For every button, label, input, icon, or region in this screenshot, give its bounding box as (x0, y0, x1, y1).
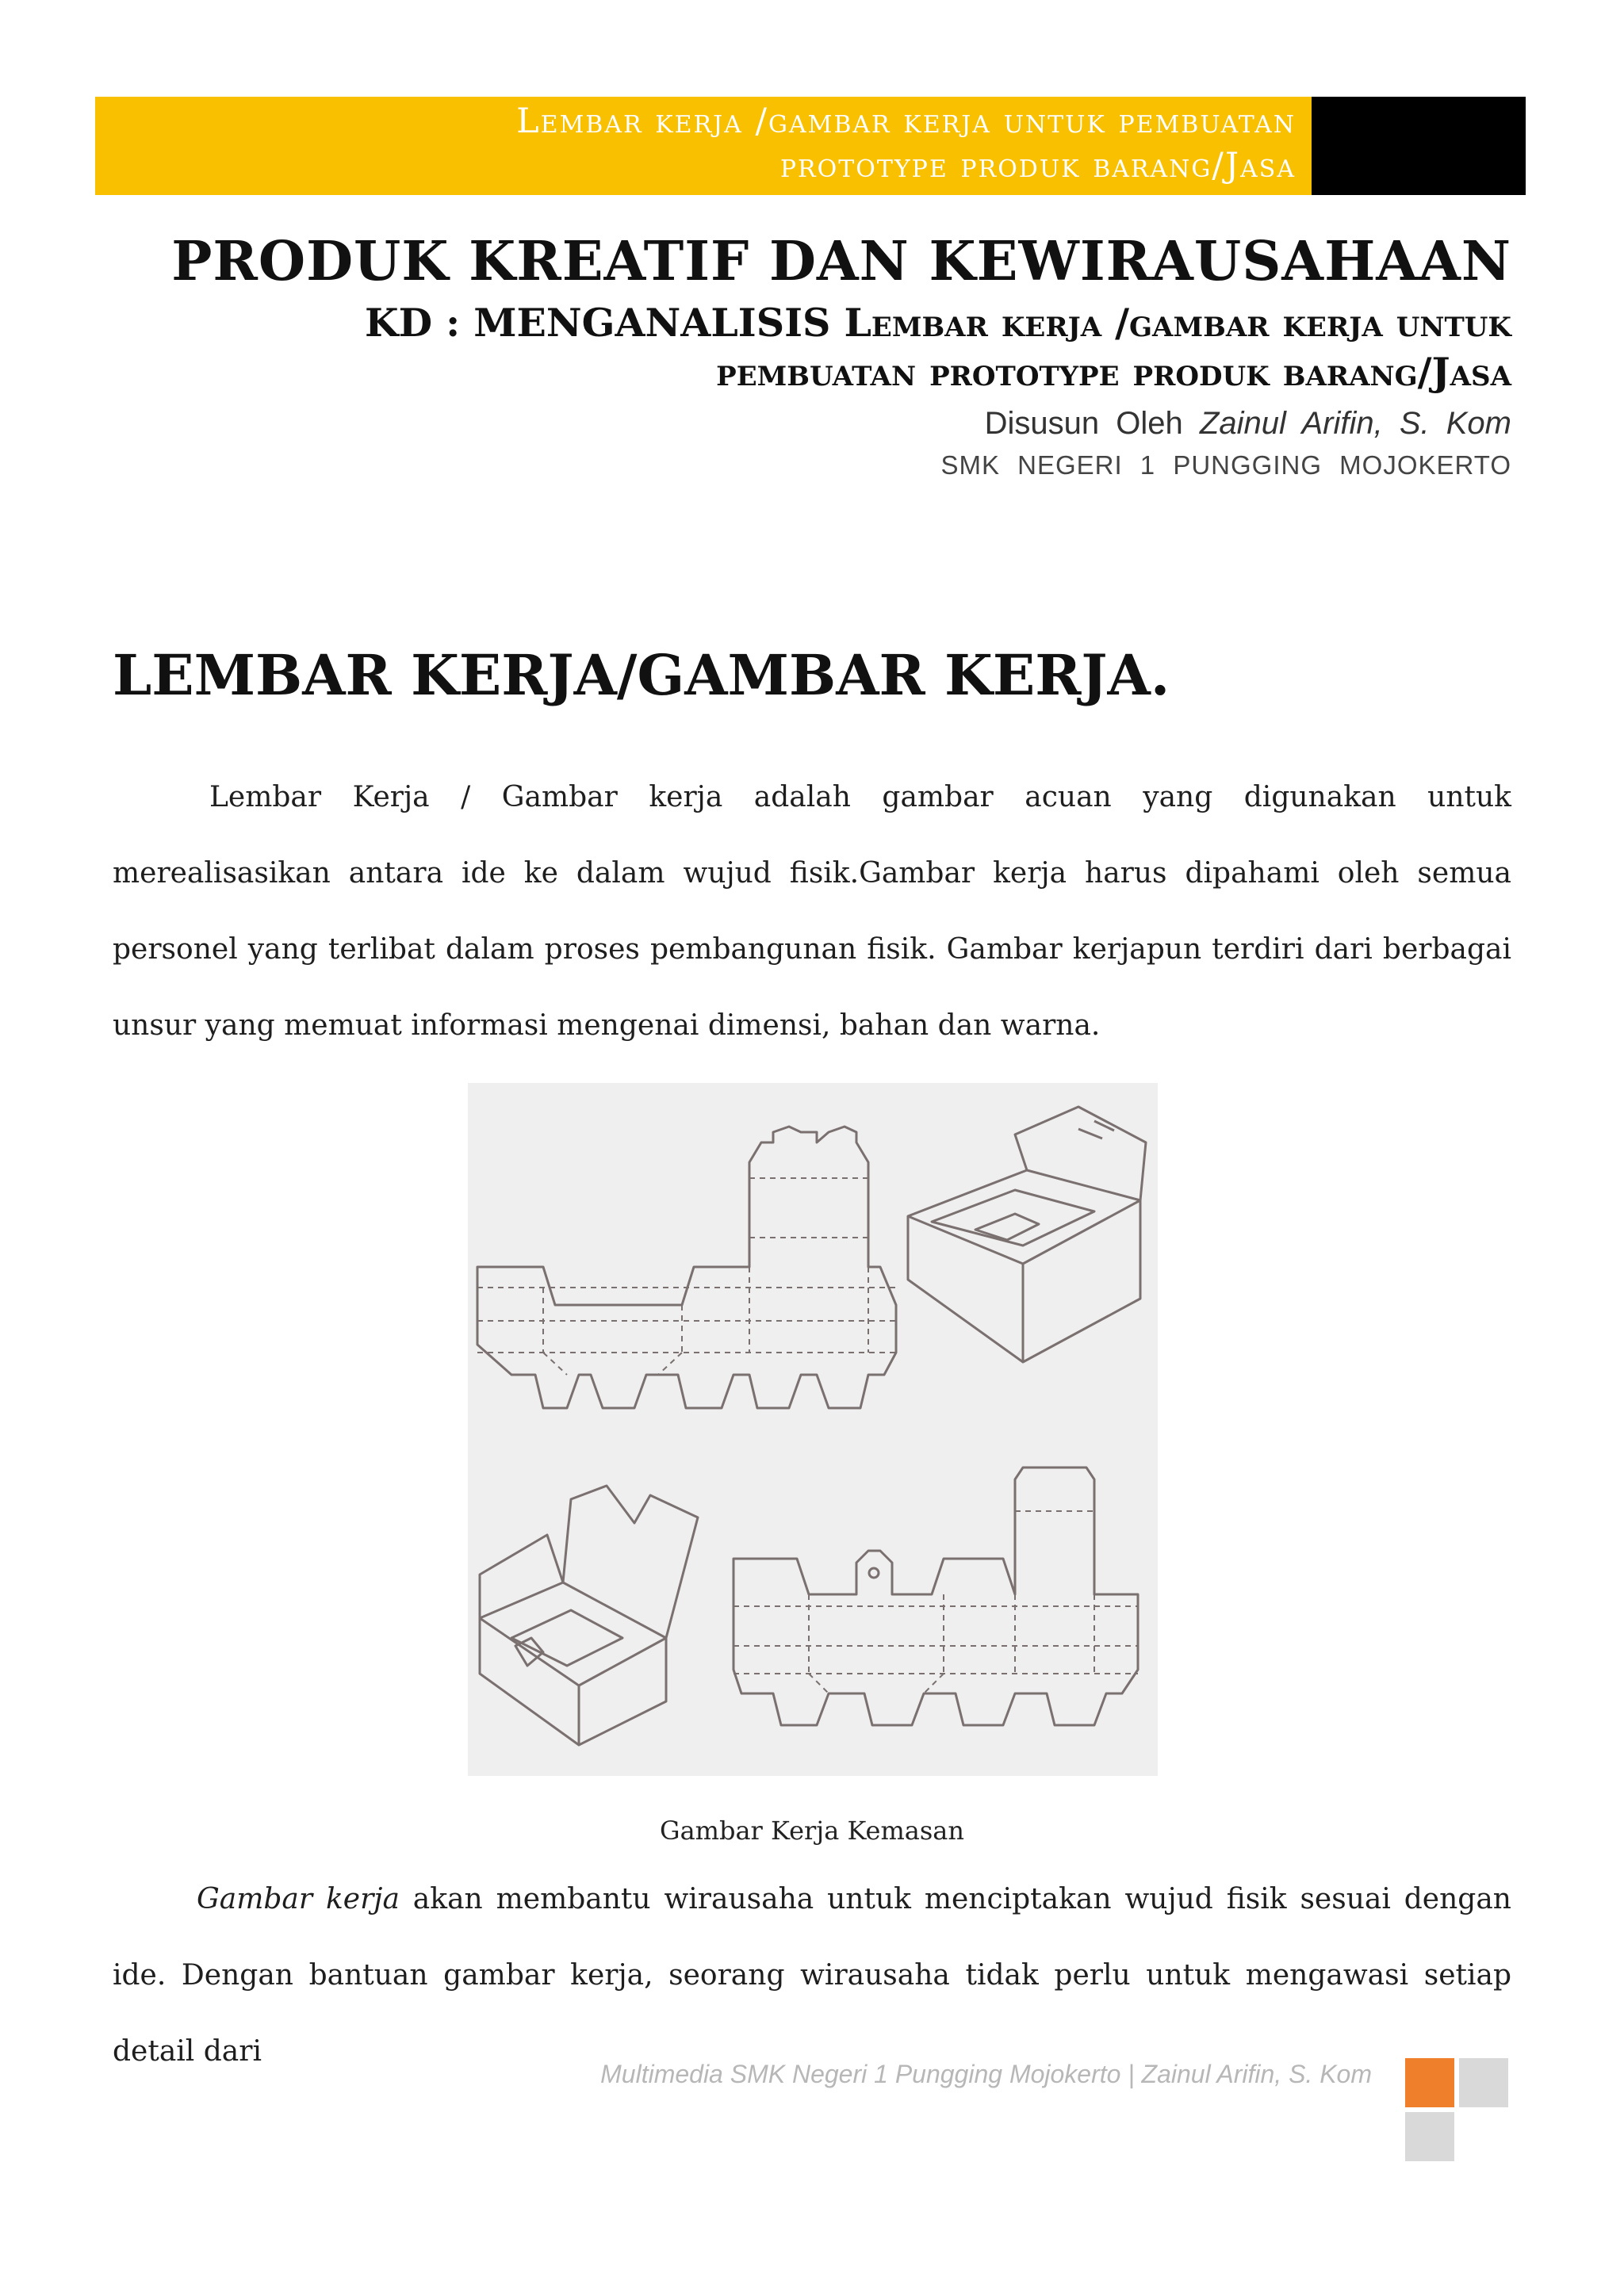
document-title: PRODUK KREATIF DAN KEWIRAUSAHAAN (171, 230, 1511, 293)
author-name: Zainul Arifin, S. Kom (1199, 406, 1511, 441)
dieline-top-left (477, 1127, 896, 1408)
header-banner (95, 97, 1526, 195)
paragraph-2 (113, 1862, 1511, 2090)
school-name: SMK NEGERI 1 PUNGGING MOJOKERTO (940, 450, 1511, 480)
packaging-dieline-drawing (468, 1083, 1158, 1776)
paragraph-1: Lembar Kerja / Gambar kerja adalah gambar acuan yang digunakan untuk merealisasikan antara ide ke dalam wujud fisik.Gambar kerja harus dipahami oleh semua personel yang terlibat dalam proses pembangunan fisik. Gambar kerjapun terdiri dari berbagai unsur yang memuat informasi mengenai dimensi, bahan dan warna. (113, 781, 1511, 1042)
header-banner-yellow (95, 97, 1312, 195)
packaging-dieline-figure (468, 1083, 1158, 1776)
box-3d-top-right (908, 1107, 1146, 1362)
section-heading: LEMBAR KERJA/GAMBAR KERJA. (113, 642, 1170, 708)
footer-gray-square (1459, 2058, 1508, 2107)
author-line (985, 406, 1511, 442)
footer-gray-square (1405, 2112, 1454, 2161)
figure-caption: Gambar Kerja Kemasan (660, 1816, 964, 1846)
page-footer-text: Multimedia SMK Negeri 1 Pungging Mojokerto | Zainul Arifin, S. Kom (600, 2060, 1372, 2088)
author-prefix: Disusun Oleh (984, 406, 1183, 441)
document-subtitle-line-2: pembuatan prototype produk barang/Jasa (716, 349, 1511, 395)
dieline-bottom-right (733, 1468, 1138, 1725)
banner-line-2: prototype produk barang/Jasa (779, 146, 1296, 186)
banner-line-1: Lembar kerja /gambar kerja untuk pembuatan (516, 101, 1296, 141)
paragraph-2-text: akan membantu wirausaha untuk menciptakan wujud fisik sesuai dengan ide. Dengan bantuan gambar kerja, seorang wirausaha tidak perlu untuk mengawasi setiap detail dari (113, 1883, 1511, 2068)
box-3d-bottom-left (480, 1486, 698, 1745)
document-subtitle-line-1: KD : MENGANALISIS Lembar kerja /gambar kerja untuk (364, 300, 1511, 346)
paragraph-2-italic-term: Gambar kerja (197, 1883, 400, 1915)
footer-orange-square (1405, 2058, 1454, 2107)
